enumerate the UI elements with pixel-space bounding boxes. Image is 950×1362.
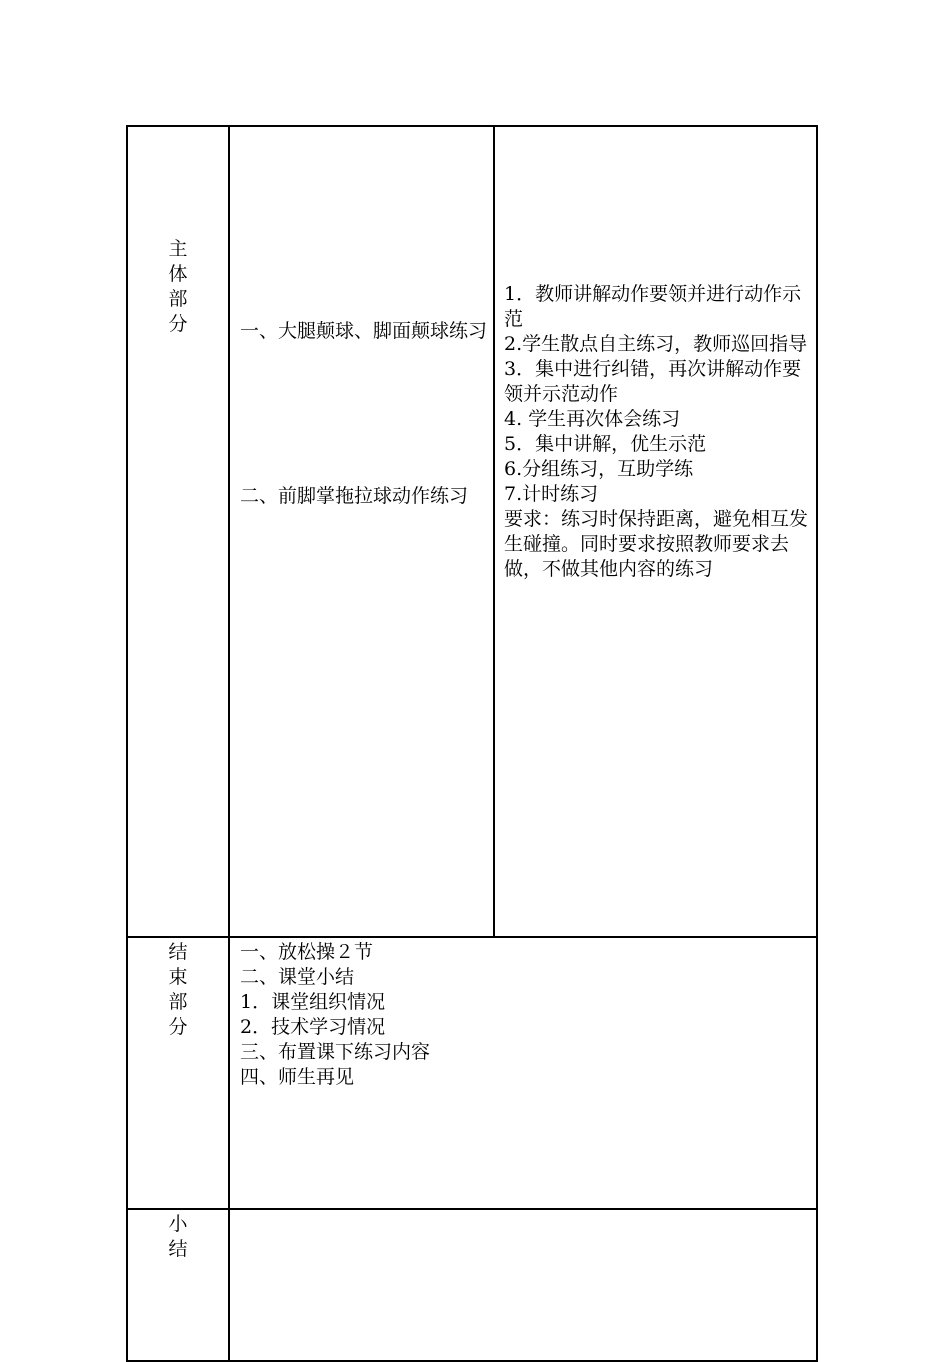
main-section-content-cell	[229, 126, 494, 937]
content-item-2: 二、前脚掌拖拉球动作练习	[240, 485, 469, 507]
method-line-2: 2.学生散点自主练习，教师巡回指导	[504, 333, 808, 355]
end-section-label: 结束部分	[168, 941, 188, 1038]
summary-label: 小结	[168, 1213, 188, 1260]
main-section-method-cell	[494, 126, 817, 937]
lesson-plan-table	[126, 125, 818, 1362]
requirement-text: 要求：练习时保持距离，避免相互发生碰撞。同时要求按照教师要求去做，不做其他内容的练习	[504, 508, 809, 580]
summary-content-cell	[229, 1209, 817, 1361]
end-section-label-cell	[127, 937, 229, 1209]
summary-label-cell	[127, 1209, 229, 1361]
main-section-label: 主体部分	[168, 238, 188, 335]
main-section-row	[127, 126, 817, 937]
end-line-2: 二、课堂小结	[240, 966, 355, 988]
method-line-3: 3．集中进行纠错，再次讲解动作要领并示范动作	[504, 358, 802, 405]
end-line-1: 一、放松操２节	[240, 941, 374, 963]
end-line-6: 四、师生再见	[240, 1066, 355, 1088]
main-section-label-cell	[127, 126, 229, 937]
method-line-4: 4. 学生再次体会练习	[504, 408, 681, 430]
end-line-5: 三、布置课下练习内容	[240, 1041, 431, 1063]
end-section-row	[127, 937, 817, 1209]
method-line-7: 7.计时练习	[504, 483, 599, 505]
content-item-1: 一、大腿颠球、脚面颠球练习	[240, 320, 488, 342]
end-line-3: 1．课堂组织情况	[240, 991, 386, 1013]
end-section-content-cell	[229, 937, 817, 1209]
method-line-5: 5．集中讲解，优生示范	[504, 433, 707, 455]
end-line-4: 2．技术学习情况	[240, 1016, 386, 1038]
method-line-6: 6.分组练习，互助学练	[504, 458, 694, 480]
summary-section-row	[127, 1209, 817, 1361]
method-line-1: 1．教师讲解动作要领并进行动作示范	[504, 283, 802, 330]
